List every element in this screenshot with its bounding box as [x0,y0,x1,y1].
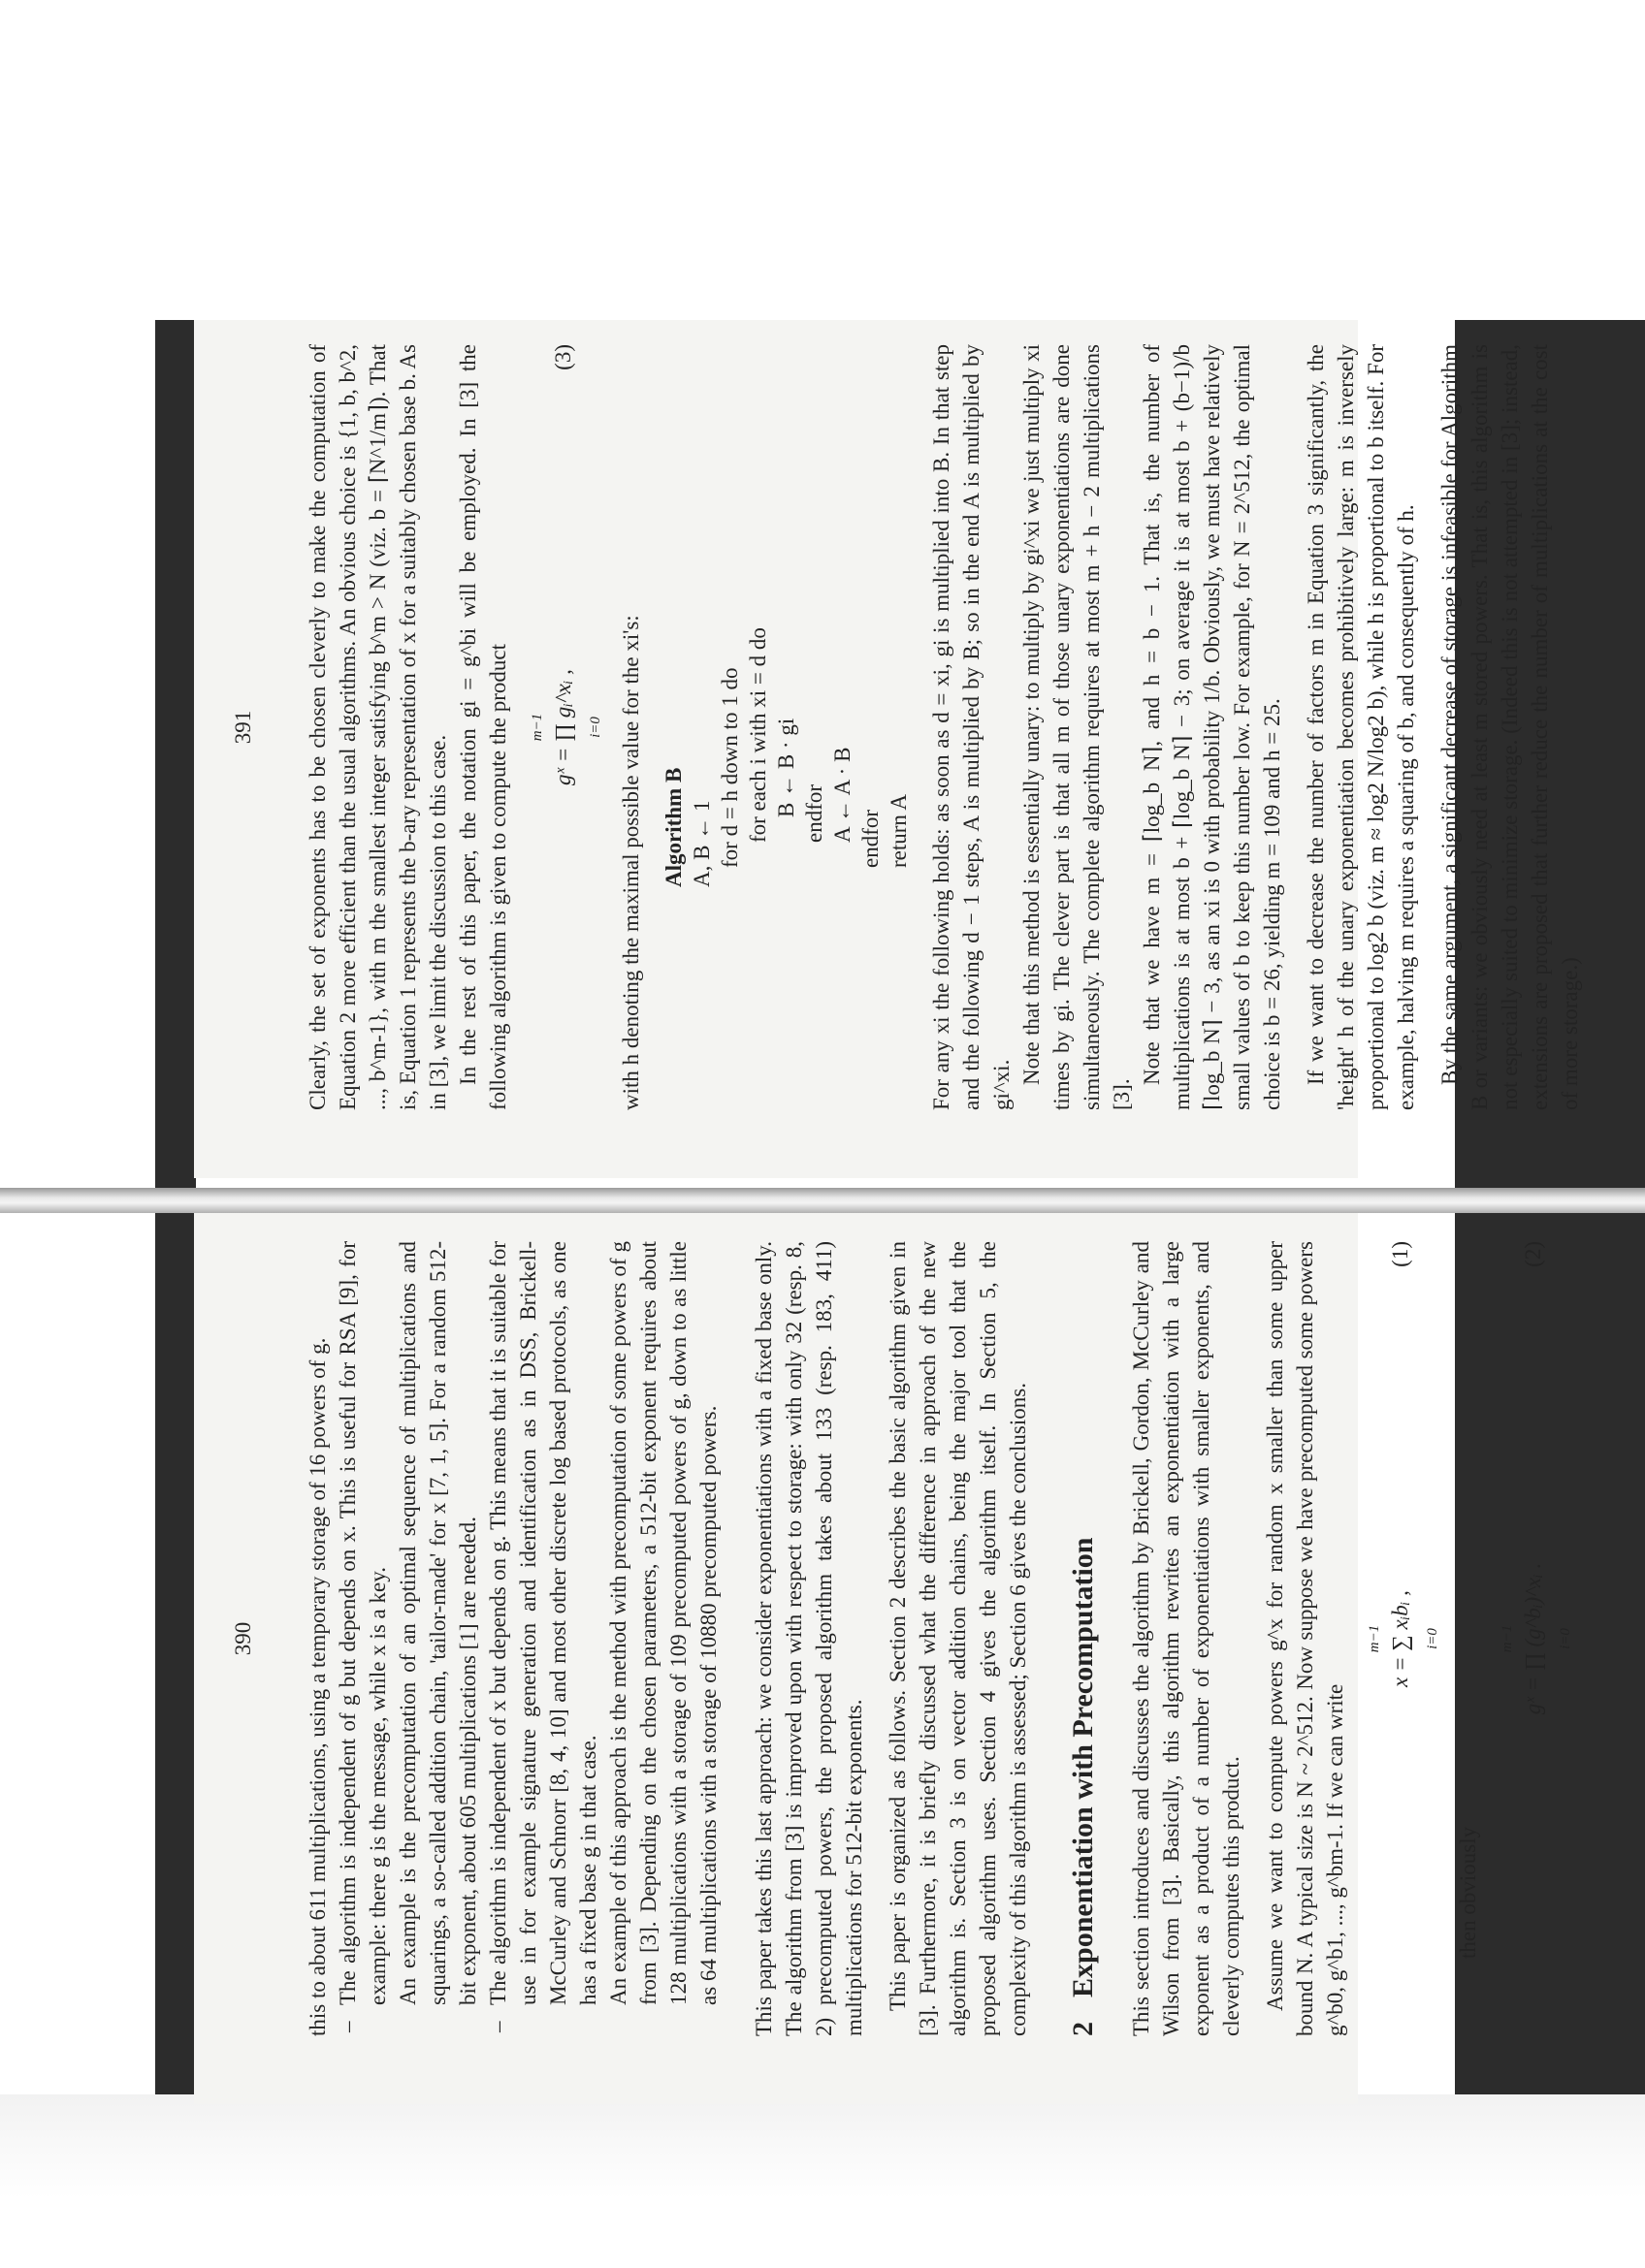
paragraph-intro: This section introduces and discusses the algorithm by Brickell, Gordon, McCurley and Wilson from [3]. Basically, this algorithm rewrites an exponentiation with a large exponent as a product of a number of exponentiations with smaller exponents, and cleverly computes this product. [1129,1241,1243,2036]
algorithm-line: A, B ← 1 [690,800,714,887]
list-item: – The algorithm is independent of g but depends on x. This is useful for RSA [9], for example: there g is the message, while x is a key. [333,1241,393,2036]
page-390 [194,1188,1573,2104]
algorithm-b [660,344,913,887]
equation-number: (3) [551,344,575,370]
paragraph-decrease: If we want to decrease the number of factors m in Equation 3 significantly, the 'height' h of the unary exponentiation becomes prohibitively large: m is inversely proportional to log2 b (viz. m ≈ log2 N/log2 b), while h is proportional to b itself. For example, halving m requires a squaring of b, and consequently of h. [1304,344,1418,1110]
paragraph-assume: Assume we want to compute powers g^x for random x smaller than some upper bound N. A typical size is N ~ 2^512. Now suppose we have precomputed some powers g^b0, g^b1, ..., g^bm-1. If we can write [1263,1241,1347,2036]
paragraph-unary: Note that this method is essentially unary: to multiply by gi^xi we just multiply xi times by gi. The clever part is that all m of those unary exponentiations are done simultaneously. The complete algorithm requires at most m + h − 2 multiplications [3]. [1019,344,1134,1110]
book-gutter [0,1188,1645,1213]
paragraph-any: For any xi the following holds: as soon as d = xi, gi is multiplied into B. In that step and the following d − 1 steps, A is multiplied by B; so in the end A is multiplied by gi^xi. [929,344,1014,1110]
paragraph-clearly: Clearly, the set of exponents has to be chosen cleverly to make the computation of Equation 2 more efficient than the usual algorithms. An obvious choice is {1, b, b^2, ..., b^m-1}, with m the smallest integer satisfying b^m > N (viz. b = ⌈N^1/m⌉). That is, Equation 1 represents the b-ary representation of x for a suitably chosen base b. As in [3], we limit the discussion to this case. [306,344,450,1110]
algorithm-line: endfor [802,783,826,843]
paragraph-rest: In the rest of this paper, the notation gi = g^bi will be employed. In [3] the following algorithm is given to compute the product [456,344,510,1110]
equation-number: (2) [1521,1241,1545,1267]
section-heading [1066,1241,1101,2036]
continued-paragraph: this to about 611 multiplications, using a temporary storage of 16 powers of g. [306,1337,330,2036]
paragraph-organization: This paper is organized as follows. Section 2 describes the basic algorithm given in [3]. Furthermore, it is briefly discussed what the difference in approach of the new algorithm is. Section 3 is on vector addition chains, being the major tool that the proposed algorithm uses. Section 4 gives the algorithm itself. In Section 5, the complexity of this algorithm is assessed; Section 6 gives the conclusions. [886,1241,1030,2036]
list-item: – The algorithm is independent of x but depends on g. This means that it is suitable for use in for example signature generation and identification as in DSS, Brickell-McCurley and Schnorr [8, 4, 10] and most other discrete log based protocols, as one has a fixed base g in that case. [483,1241,603,2036]
algorithm-line: A ← A · B [830,747,855,843]
equation-number: (1) [1388,1241,1412,1267]
algorithm-line: for each i with xi = d do [746,627,770,843]
page-391 [194,320,1582,1178]
paragraph-fixed-base: This paper takes this last approach: we consider exponentiations with a fixed base only. The algorithm from [3] is improved upon with respect to storage: with only 32 (resp. 8, 2) precomputed powers, the proposed algorithm takes about 133 (resp. 183, 411) multiplications for 512-bit exponents. [752,1241,866,2036]
section-title: Exponentiation with Precomputation [1067,1537,1099,1997]
algorithm-line: endfor [858,809,883,868]
paragraph-note: Note that we have m = ⌈log_b N⌉, and h = b − 1. That is, the number of multiplications is at most b + ⌈log_b N⌉ − 3; on average it is at most b + (b−1)/b ⌈log_b N⌉ − 3, as an xi is 0 with probability 1/b. Obviously, we must have relatively small values of b to keep this number low. For example, for N = 2^512, the optimal choice is b = 26, yielding m = 109 and h = 25. [1140,344,1284,1110]
algorithm-line: return A [887,793,911,868]
page-number: 390 [231,1621,255,1656]
scan-background-bottom [0,2094,1645,2268]
equation-3: m−1 gˣ = ∏ gᵢ^xᵢ , i=0 (3) [530,344,603,785]
list-item-followup: An example is the precomputation of an optimal sequence of multiplications and squarings, a so-called addition chain, 'tailor-made' for x [7, 1, 5]. For a random 512-bit exponent, about 605 multiplications [1] are needed. [396,1241,480,2005]
then-obviously: then obviously [1456,1826,1480,1959]
algorithm-line: for d = h down to 1 do [718,667,742,868]
list-item-followup: An example of this approach is the method with precomputation of some powers of g from [3]. Depending on the chosen parameters, a 512-bit exponent requires about 128 multiplications with a storage of 109 precomputed powers of g, down to as little as 64 multiplications with a storage of 10880 precomputed powers. [606,1241,721,2005]
page-number: 391 [231,710,255,745]
section-number: 2 [1067,2022,1099,2036]
algorithm-title: Algorithm B [661,767,686,887]
paragraph-with-h: with h denoting the maximal possible value for the xi's: [619,615,643,1110]
scan-background-top [0,0,1645,320]
algorithm-line: B ← B · gi [774,718,798,817]
approach-list [333,1241,724,2036]
equation-1: m−1 x = ∑ xᵢbᵢ , i=0 (1) [1367,1241,1440,1687]
paragraph-same-argument: By the same argument, a significant decrease of storage is infeasible for Algorithm B or variants: we obviously need at least m stored powers. That is, this algorithm is not especially suited to minimize storage. (Indeed this is not attempted in [3]; instead, extensions are proposed that further reduce the number of multiplications at the cost of more storage.) [1437,344,1582,1110]
equation-2: m−1 gˣ = ∏ (g^bᵢ)^xᵢ . i=0 (2) [1500,1241,1573,1715]
